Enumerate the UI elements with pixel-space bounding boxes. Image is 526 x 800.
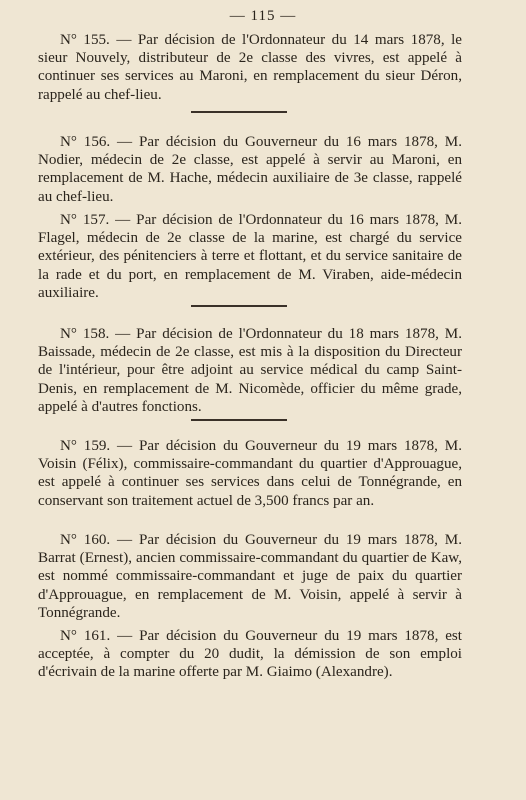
entry-160: N° 160. — Par décision du Gouverneur du 19 mars 1878, M. Barrat (Ernest), ancien commissaire-commandant du quartier de Kaw, est nommé commissaire-commandant et juge de paix du quartier d'Approuague, en remplacement de M. Voisin, appelé à servir à Tonnégrande. bbox=[38, 532, 462, 621]
entry-156: N° 156. — Par décision du Gouverneur du 16 mars 1878, M. Nodier, médecin de 2e classe, est appelé à servir au Maroni, en remplacement de M. Hache, médecin auxiliaire de 3e classe, rappelé au chef-lieu. bbox=[38, 134, 462, 205]
entry-161: N° 161. — Par décision du Gouverneur du 19 mars 1878, est acceptée, à compter du 20 dudit, la démission de son emploi d'écrivain de la marine offerte par M. Giaimo (Alexandre). bbox=[38, 628, 462, 681]
entry-157: N° 157. — Par décision de l'Ordonnateur du 16 mars 1878, M. Flagel, médecin de 2e classe de la marine, est chargé du service extérieur, des pénitenciers à terre et flottant, et du service sanitaire de la rade et du port, en remplacement de M. Viraben, aide-médecin auxiliaire. bbox=[38, 212, 462, 301]
page-number: — 115 — bbox=[229, 8, 297, 24]
entry-159: N° 159. — Par décision du Gouverneur du 19 mars 1878, M. Voisin (Félix), commissaire-commandant du quartier d'Approuague, est appelé à continuer ses services dans celui de Tonnégrande, en conservant son traitement actuel de 3,500 francs par an. bbox=[38, 438, 462, 509]
separator-rule bbox=[191, 111, 287, 113]
entry-155: N° 155. — Par décision de l'Ordonnateur du 14 mars 1878, le sieur Nouvely, distributeur de 2e classe des vivres, est appelé à continuer ses services au Maroni, en remplacement du sieur Déron, rappelé au chef-lieu. bbox=[38, 32, 462, 103]
separator-rule bbox=[191, 305, 287, 307]
entry-158: N° 158. — Par décision de l'Ordonnateur du 18 mars 1878, M. Baissade, médecin de 2e classe, est mis à la disposition du Directeur de l'intérieur, pour être adjoint au service médical du camp Saint-Denis, en remplacement de M. Nicomède, officier du même grade, appelé à d'autres fonctions. bbox=[38, 326, 462, 415]
separator-rule bbox=[191, 419, 287, 421]
